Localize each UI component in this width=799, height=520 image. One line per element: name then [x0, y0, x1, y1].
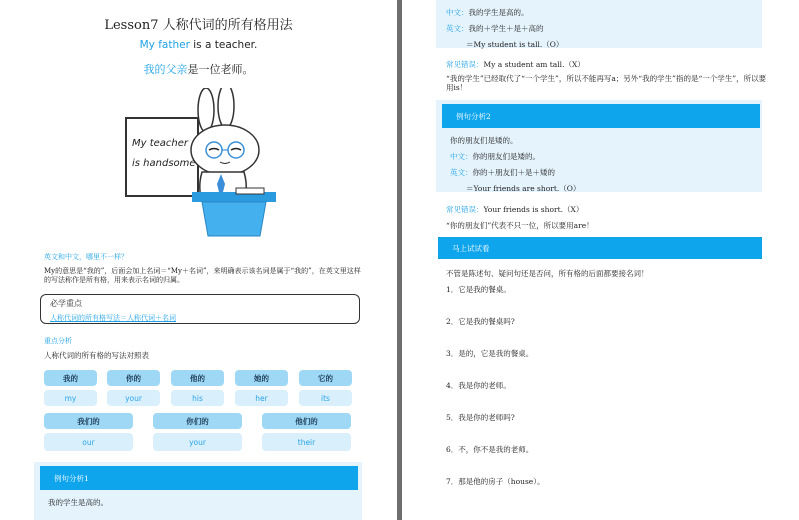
pronoun-header-its: 它的 — [299, 370, 352, 386]
key-point-formula: 人称代词的所有格写法＝人称代词＋名词 — [50, 314, 176, 322]
ex1-en-text: 我的＋学生＋是＋高的 — [468, 24, 544, 33]
pronoun-value-our: our — [44, 433, 133, 451]
example-zh-highlight: 我的父亲 — [143, 63, 188, 76]
try-it-header: 马上试试看 — [438, 237, 762, 259]
bunny-teacher-illustration — [118, 88, 283, 240]
try-it-intro: 不管是陈述句、疑问句还是否问，所有格的后面都要接名词！ — [446, 269, 649, 278]
key-point-title: 必学重点 — [50, 299, 82, 308]
exercise-question: 2．它是我的餐桌吗? — [446, 317, 515, 326]
exercise-question: 5．我是你的老师吗? — [446, 413, 515, 422]
ex2-answer: ＝Your friends are short.（O） — [466, 184, 581, 193]
ex1-en-line — [446, 23, 544, 34]
board-line-1: My teacher — [132, 138, 189, 149]
pronoun-header-his: 他的 — [171, 370, 224, 386]
example-sentence-en — [0, 39, 397, 51]
ex2-en-text: 你的＋朋友们＋是＋矮的 — [472, 168, 555, 177]
ex2-error-label: 常见错误： — [446, 205, 484, 214]
pronoun-value-my: my — [44, 390, 97, 406]
pronoun-header-your: 你的 — [107, 370, 160, 386]
exercise-question: 3．是的，它是我的餐桌。 — [446, 349, 534, 358]
chalkboard — [126, 118, 198, 196]
pronoun-header-my: 我的 — [44, 370, 97, 386]
podium — [202, 202, 266, 236]
ex2-zh-text: 你的朋友们是矮的。 — [472, 152, 540, 161]
pronoun-value-their: their — [262, 433, 351, 451]
pronoun-value-your: your — [107, 390, 160, 406]
ex2-zh-label: 中文： — [450, 152, 473, 161]
pronoun-header-her: 她的 — [235, 370, 288, 386]
ex1-zh-line — [446, 7, 529, 18]
pronoun-value-its: its — [299, 390, 352, 406]
pronoun-value-her: her — [235, 390, 288, 406]
ex1-error-label: 常见错误： — [446, 60, 484, 69]
example-zh-rest: 是一位老师。 — [187, 63, 254, 76]
pronoun-header-our: 我们的 — [44, 413, 133, 429]
ex1-zh-label: 中文： — [446, 8, 469, 17]
board-line-2: is handsome — [132, 158, 196, 169]
bunny-ear-left — [198, 88, 214, 132]
exercise-question: 7．那是他的房子（house）。 — [446, 477, 545, 486]
ex1-explanation: “我的学生”已经取代了“一个学生”，所以不能再写a；另外“我的学生”指的是“一个学生”，所以要用is！ — [446, 74, 767, 92]
intro-question: 英文和中文，哪里不一样？ — [44, 253, 128, 261]
bunny-ear-right — [218, 88, 234, 128]
page-title: Lesson7 人称代词的所有格用法 — [104, 18, 293, 33]
ex2-error-text: Your friends is short.（X） — [483, 205, 584, 214]
ex1-error-text: My a student am tall.（X） — [483, 60, 585, 69]
ex2-en-label: 英文： — [450, 168, 473, 177]
pronoun-value-your-plural: your — [153, 433, 242, 451]
example2-header: 例句分析2 — [442, 104, 760, 128]
example-sentence-zh — [0, 61, 397, 77]
exercise-question: 4．我是你的老师。 — [446, 381, 511, 390]
pronoun-header-their: 他们的 — [262, 413, 351, 429]
pronoun-header-your-plural: 你们的 — [153, 413, 242, 429]
ex2-zh-line — [450, 151, 540, 162]
example-en-rest: is a teacher. — [189, 39, 258, 51]
exercise-question: 1．它是我的餐桌。 — [446, 285, 511, 294]
example1-header: 例句分析1 — [40, 466, 358, 490]
intro-paragraph: My的意思是“我的”，后面会加上名词＝“My＋名词”，来明确表示该名词是属于“我的”，在英文里这样的写法称作是所有格，用来表示名词的归属。 — [44, 267, 361, 284]
example1-sentence: 我的学生是高的。 — [48, 498, 108, 507]
pronoun-value-his: his — [171, 390, 224, 406]
key-point-box — [40, 294, 360, 324]
exercise-question: 6．不，你不是我的老师。 — [446, 445, 534, 454]
analysis-title: 重点分析 — [44, 337, 72, 345]
right-page — [402, 0, 799, 520]
ex1-error-line — [446, 59, 585, 70]
ex2-en-line — [450, 167, 555, 178]
ex1-en-label: 英文： — [446, 24, 469, 33]
example-en-highlight: My father — [139, 39, 190, 51]
ex1-answer: ＝My student is tall.（O） — [466, 40, 564, 49]
ex1-zh-text: 我的学生是高的。 — [468, 8, 529, 17]
ex2-error-line — [446, 204, 583, 215]
book — [236, 188, 264, 194]
left-page — [0, 0, 397, 520]
ex2-explanation: “你的朋友们”代表不只一位，所以要用are！ — [446, 221, 594, 230]
ex2-sentence: 你的朋友们是矮的。 — [450, 136, 518, 145]
table-caption: 人称代词的所有格的写法对照表 — [44, 351, 149, 360]
